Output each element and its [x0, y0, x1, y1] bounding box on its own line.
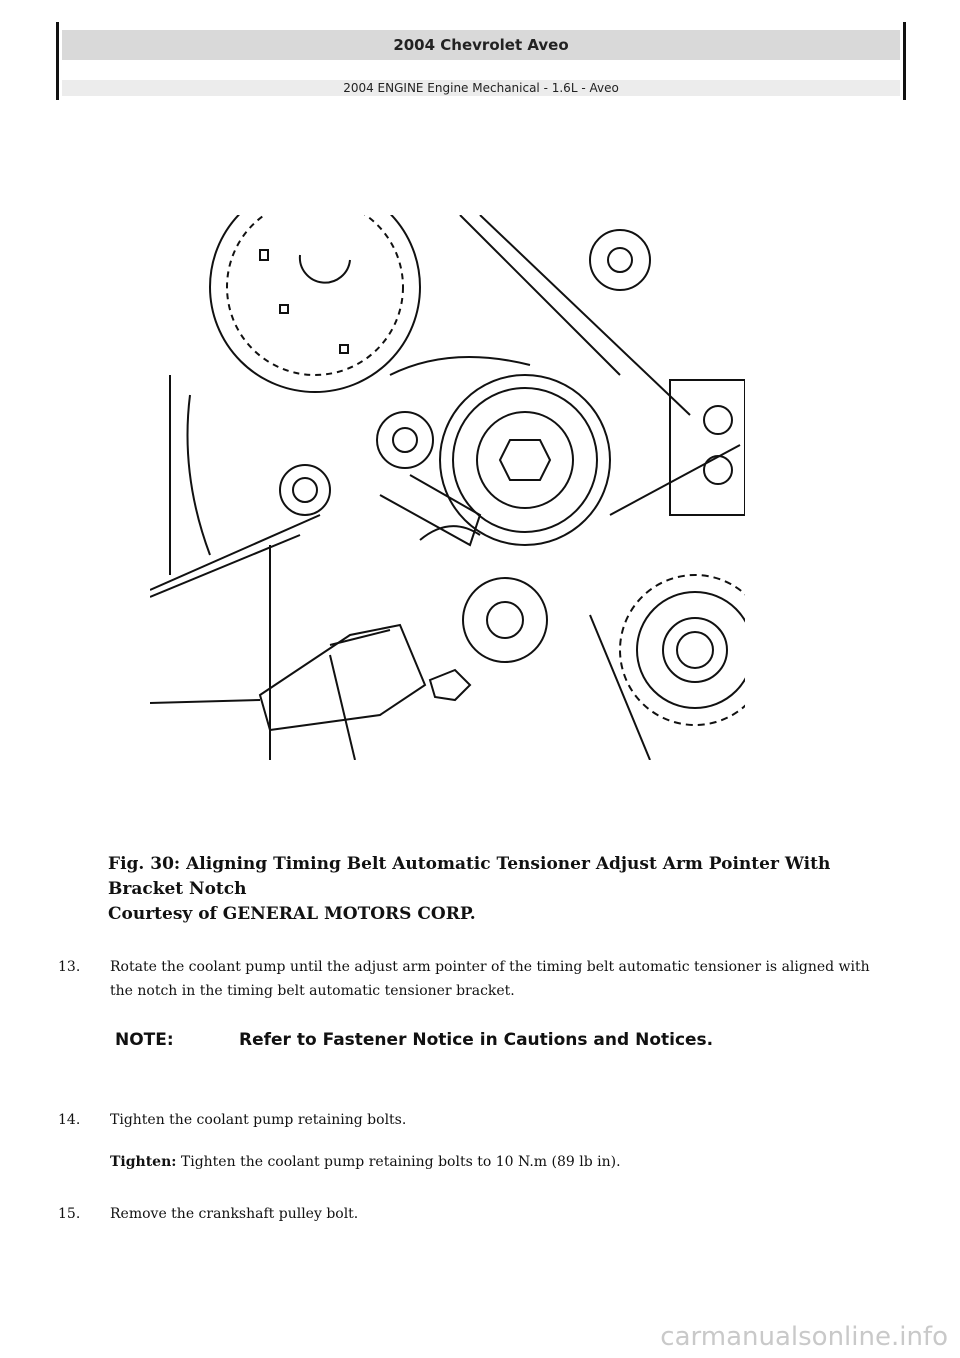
note-text: Refer to Fastener Notice in Cautions and Notices. [239, 1030, 714, 1050]
step-15 [58, 1202, 908, 1228]
page-header [56, 22, 906, 100]
step-text: Rotate the coolant pump until the adjust arm pointer of the timing belt automatic tensioner is aligned with the notch in the timing belt automatic tensioner bracket. [110, 959, 870, 999]
idler-pulley-illustration [440, 375, 610, 545]
figure-courtesy: Courtesy of GENERAL MOTORS CORP. [108, 904, 476, 924]
figure-title: Fig. 30: Aligning Timing Belt Automatic Tensioner Adjust Arm Pointer With Bracket Notch [108, 854, 831, 899]
watermark: carmanualsonline.info [660, 1322, 948, 1352]
step-number: 15. [58, 1206, 81, 1222]
step-13 [58, 955, 908, 1007]
step-text: Remove the crankshaft pulley bolt. [110, 1206, 359, 1222]
step-text: Tighten the coolant pump retaining bolts. [110, 1112, 407, 1128]
note-label: NOTE: [115, 1030, 174, 1050]
document-title: 2004 Chevrolet Aveo [62, 30, 900, 60]
tighten-spec [110, 1150, 870, 1174]
figure-caption [108, 852, 868, 927]
tighten-label: Tighten: [110, 1154, 177, 1170]
step-number: 13. [58, 959, 81, 975]
step-number: 14. [58, 1112, 81, 1128]
tighten-text: Tighten the coolant pump retaining bolts to 10 N.m (89 lb in). [180, 1154, 621, 1170]
header-left-rule [56, 22, 59, 100]
step-14 [58, 1108, 908, 1134]
crankshaft-sprocket-illustration [620, 575, 745, 725]
camshaft-sprocket-illustration [210, 215, 420, 392]
document-subtitle: 2004 ENGINE Engine Mechanical - 1.6L - Aveo [62, 80, 900, 96]
timing-belt-figure [150, 215, 745, 760]
header-right-rule [903, 22, 906, 100]
